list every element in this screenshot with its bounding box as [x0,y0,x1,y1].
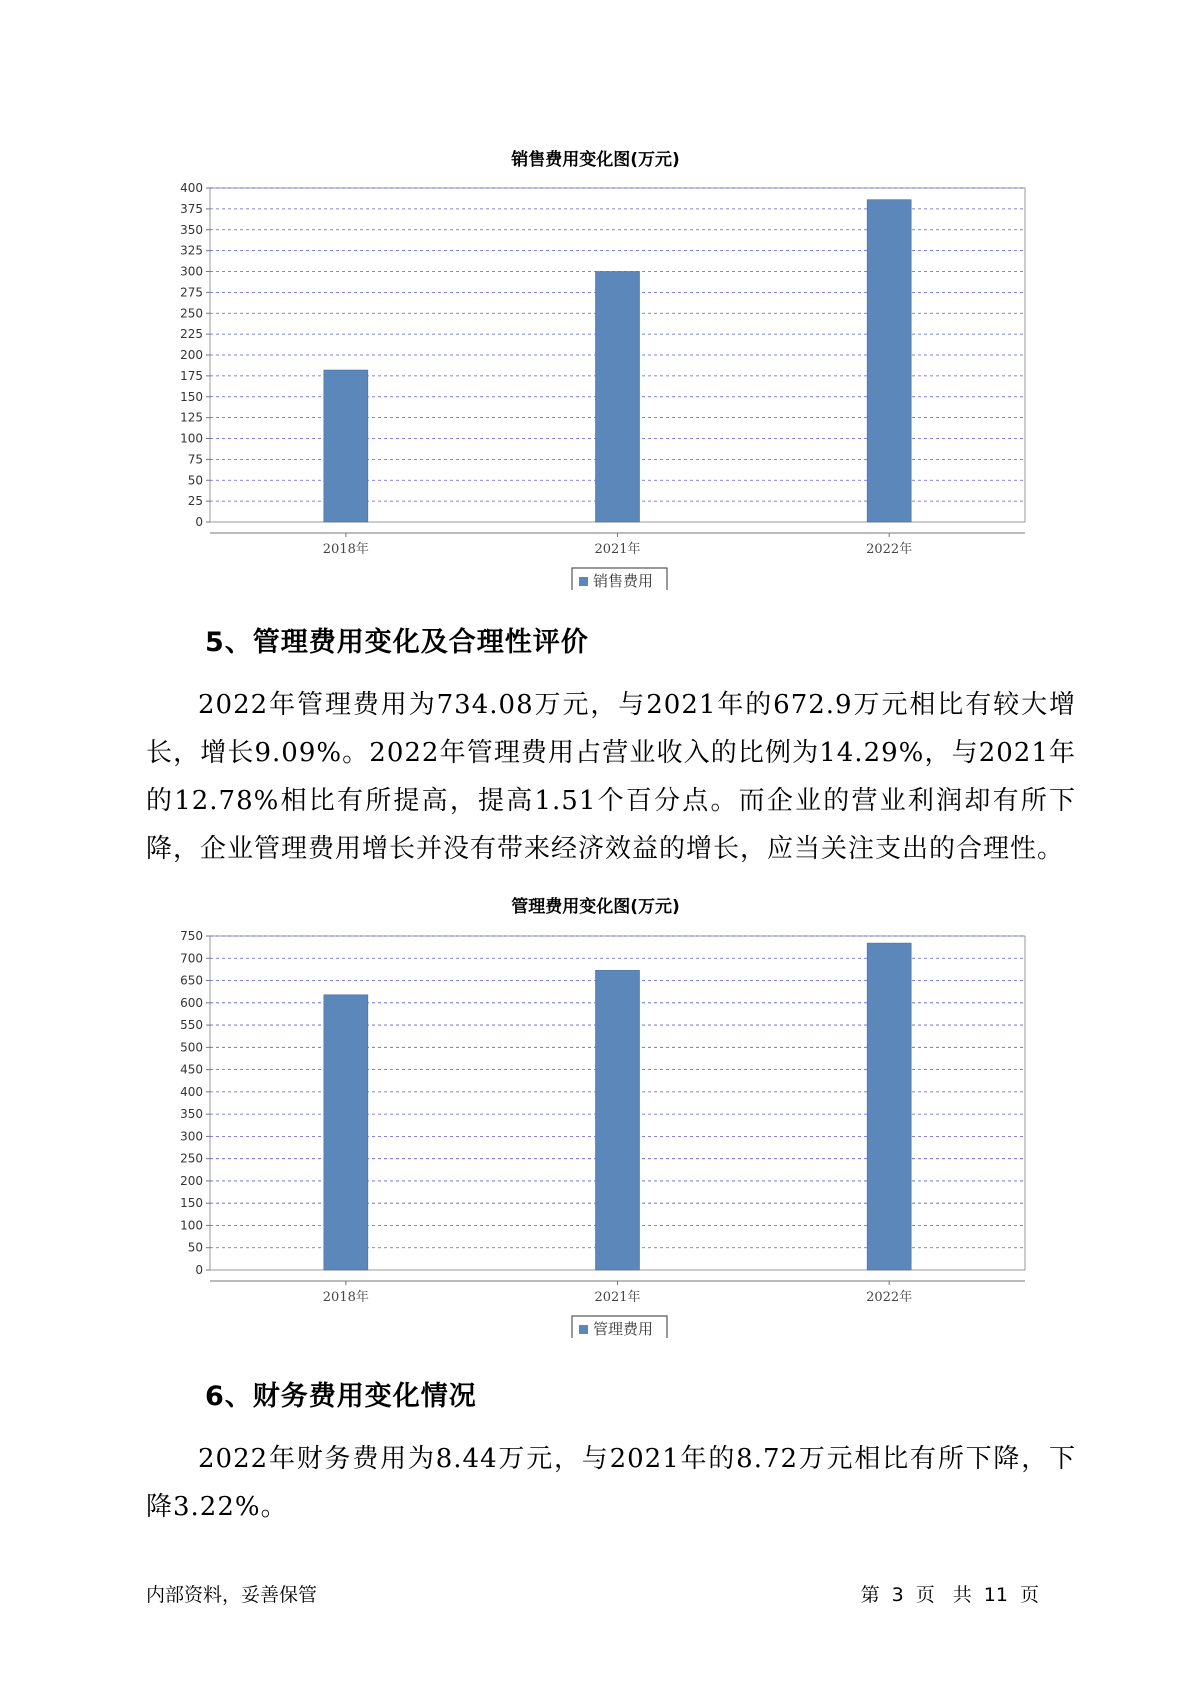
bar [867,200,911,522]
y-tick-label: 700 [180,951,203,966]
y-tick-label: 200 [180,1173,203,1188]
y-tick-label: 25 [187,494,203,509]
x-tick-label: 2018年 [322,542,369,557]
y-tick-label: 600 [180,995,203,1010]
bar [596,970,640,1270]
admin-expense-chart [0,918,1191,1338]
y-tick-label: 75 [187,452,203,467]
y-tick-label: 300 [180,1129,203,1144]
y-tick-label: 50 [187,1240,203,1255]
y-tick-label: 150 [180,389,203,404]
bar [324,370,368,522]
legend-swatch [579,577,588,586]
section-heading-6: 6、财务费用变化情况 [205,1381,477,1412]
y-tick-label: 500 [180,1040,203,1055]
legend [572,1316,667,1338]
y-tick-label: 175 [180,368,203,383]
y-tick-label: 375 [180,201,203,216]
page-label-mid: 页 [915,1584,935,1606]
legend [572,568,667,590]
section-5-paragraph: 2022年管理费用为734.08万元，与2021年的672.9万元相比有较大增长，增长9.09%。2022年管理费用占营业收入的比例为14.29%，与2021年的12.78%相比有所提高，提高1.51个百分点。而企业的营业利润却有所下降，企业管理费用增长并没有带来经济效益的增长，应当关注支出的合理性。 [146,690,1076,864]
section-heading-5: 5、管理费用变化及合理性评价 [205,627,589,658]
y-tick-label: 750 [180,929,203,943]
y-tick-label: 400 [180,1084,203,1099]
footer-confidential: 内部资料，妥善保管 [146,1584,318,1606]
page-label-prefix: 第 [860,1584,880,1606]
y-tick-label: 50 [187,473,203,488]
page-label-suffix: 页 [1019,1584,1039,1606]
y-tick-label: 0 [195,1263,203,1277]
x-tick-label: 2021年 [594,542,641,557]
y-tick-label: 650 [180,973,203,988]
y-tick-label: 225 [180,327,203,342]
y-tick-label: 400 [180,181,203,195]
y-tick-label: 150 [180,1196,203,1211]
footer-page-number [855,1580,1045,1607]
chart-title-admin: 管理费用变化图(万元) [511,897,680,917]
y-tick-label: 0 [195,515,203,529]
sales-expense-chart [0,170,1191,590]
bar [867,943,911,1270]
y-tick-label: 125 [180,410,203,425]
y-tick-label: 100 [180,1218,203,1233]
x-tick-label: 2022年 [866,542,913,557]
y-tick-label: 200 [180,348,203,362]
x-tick-label: 2021年 [594,1290,641,1305]
y-tick-label: 450 [180,1062,203,1077]
y-tick-label: 550 [180,1018,203,1033]
y-tick-label: 325 [180,243,203,258]
y-tick-label: 350 [180,1107,203,1122]
y-tick-label: 350 [180,222,203,237]
y-tick-label: 250 [180,1151,203,1166]
page-current: 3 [891,1584,904,1606]
legend-label: 销售费用 [593,572,654,590]
page-label-total: 共 [952,1584,972,1606]
legend-swatch [579,1325,588,1334]
section-6-paragraph: 2022年财务费用为8.44万元，与2021年的8.72万元相比有所下降，下降3.22%。 [146,1444,1076,1522]
chart-title-sales: 销售费用变化图(万元) [511,150,680,170]
x-tick-label: 2022年 [866,1290,913,1305]
bar [324,995,368,1270]
y-tick-label: 100 [180,431,203,446]
y-tick-label: 300 [180,264,203,279]
x-tick-label: 2018年 [322,1290,369,1305]
bar [596,272,640,523]
y-tick-label: 275 [180,285,203,300]
page-total: 11 [983,1584,1008,1606]
legend-label: 管理费用 [593,1320,654,1338]
y-tick-label: 250 [180,306,203,321]
